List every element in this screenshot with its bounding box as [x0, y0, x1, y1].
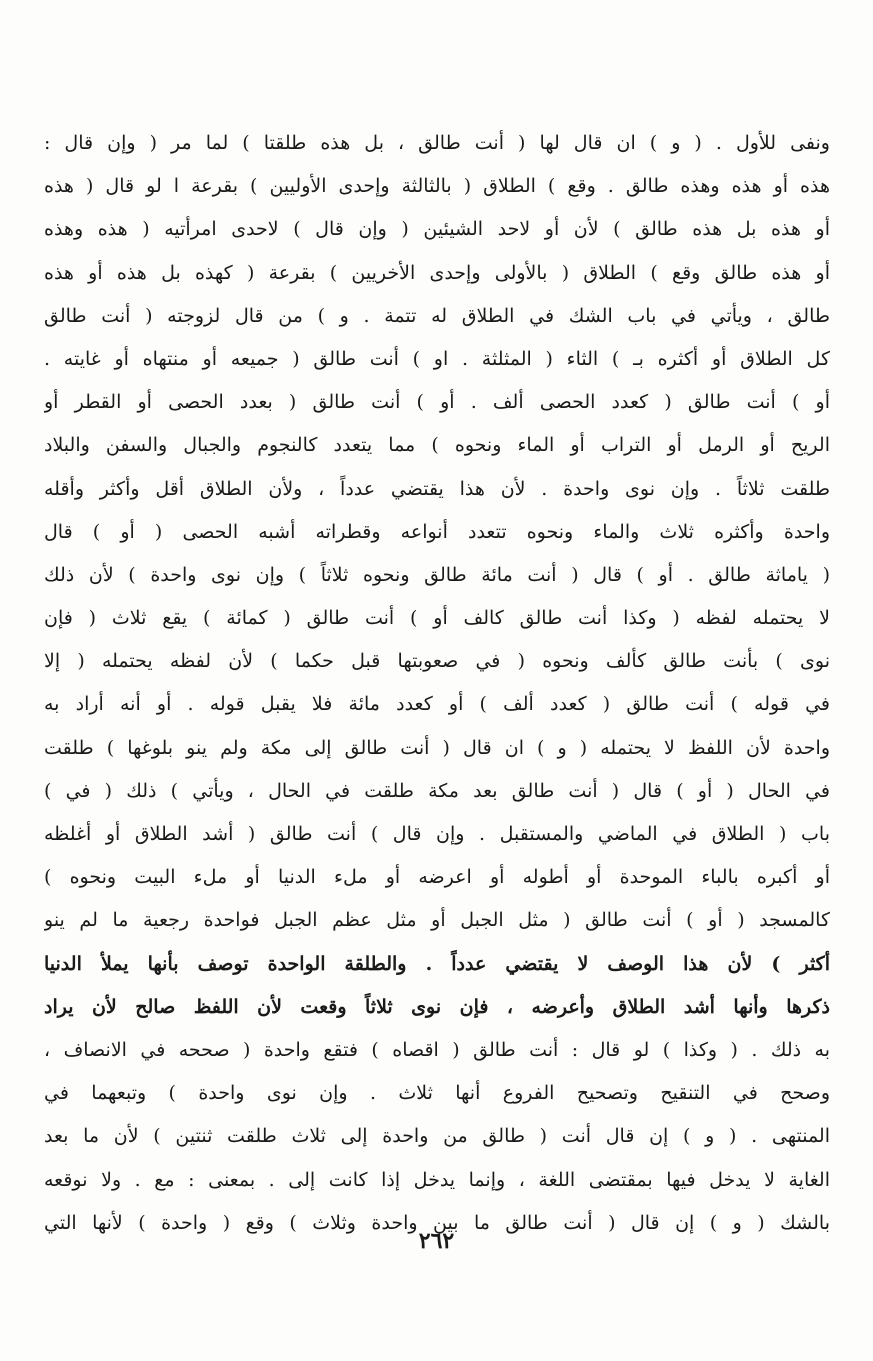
text-line: أو ) أنت طالق ( كعدد الحصى ألف . أو ) أنت طالق ( بعدد الحصى أو القطر أو	[44, 391, 830, 414]
text-line: ( ياماثة طالق . أو ) قال ( أنت مائة طالق ونحوه ثلاثاً ) وإن نوى واحدة ) لأن ذلك	[44, 563, 830, 586]
text-line: باب ( الطلاق في الماضي والمستقبل . وإن قال ) أنت طالق ( أشد الطلاق أو أغلظه	[44, 823, 830, 845]
text-line: وصحح في التنقيح وتصحيح الفروع أنها ثلاث . وإن نوى واحدة ) وتبعهما في	[44, 1082, 830, 1105]
text-line: به ذلك . ( وكذا ) لو قال : أنت طالق ( اقصاه ) فتقع واحدة ( صححه في الانصاف ،	[44, 1038, 830, 1061]
text-line: كل الطلاق أو أكثره بـ ) الثاء ( المثلثة . او ) أنت طالق ( جميعه أو منتهاه أو غايته .	[44, 347, 830, 370]
text-line: المنتهى . ( و ) إن قال أنت ( طالق من واحدة إلى ثلاث طلقت ثنتين ) لأن ما بعد	[44, 1125, 830, 1148]
text-line: واحدة وأكثره ثلاث والماء ونحوه تتعدد أنواعه وقطراته أشبه الحصى ( أو ) قال	[44, 520, 830, 543]
text-line: ذكرها وأنها أشد الطلاق وأعرضه ، فإن نوى ثلاثاً وقعت لأن اللفظ صالح لأن يراد	[44, 995, 830, 1018]
page-number: ٢٦٢	[418, 1228, 455, 1254]
text-line: كالمسجد ( أو ) أنت طالق ( مثل الجبل أو مثل عظم الجبل فواحدة رجعية ما لم ينو	[44, 909, 830, 932]
text-line: واحدة لأن اللفظ لا يحتمله ( و ) ان قال ( أنت طالق إلى مكة ولم ينو بلوغها ) طلقت	[44, 736, 830, 759]
text-line: بالشك ( و ) إن قال ( أنت طالق ما بين واحدة وثلاث ) وقع ( واحدة ) لأنها التي	[44, 1211, 830, 1234]
text-line: هذه أو هذه وهذه طالق . وقع ) الطلاق ( بالثالثة وإحدى الأوليين ) بقرعة ا لو قال ( هذه	[44, 175, 830, 198]
text-line: في الحال ( أو ) قال ( أنت طالق بعد مكة طلقت في الحال ، ويأتي ) ذلك ( في )	[44, 779, 830, 802]
text-line: أكثر ) لأن هذا الوصف لا يقتضي عدداً . والطلقة الواحدة توصف بأنها يملأ الدنيا	[44, 952, 830, 975]
text-line: ونفى للأول . ( و ) ان قال لها ( أنت طالق ، بل هذه طلقتا ) لما مر ( وإن قال :	[44, 132, 830, 154]
text-line: الغاية لا يدخل فيها بمقتضى اللغة ، وإنما يدخل إذا كانت إلى . بمعنى : مع . ولا نوقعه	[44, 1168, 830, 1191]
text-line: طلقت ثلاثاً . وإن نوى واحدة . لأن هذا يقتضي عدداً ، ولأن الطلاق أقل وأكثر وأقله	[44, 477, 830, 500]
text-line: أو هذه بل هذه طالق ) لأن أو لاحد الشيئين ( وإن قال ) لاحدى امرأتيه ( هذه وهذه	[44, 218, 830, 241]
text-line: أو هذه طالق وقع ) الطلاق ( بالأولى وإحدى الأخريين ) بقرعة ( كهذه بل هذه أو هذه	[44, 261, 830, 284]
body-text	[44, 122, 830, 1245]
text-line: طالق ، ويأتي في باب الشك في الطلاق له تتمة . و ) من قال لزوجته ( أنت طالق	[44, 304, 830, 327]
text-line: لا يحتمله لفظه ( وكذا أنت طالق كالف أو ) أنت طالق ( كمائة ) يقع ثلاث ( فإن	[44, 607, 830, 630]
text-line: الريح أو الرمل أو التراب أو الماء ونحوه ) مما يتعدد كالنجوم والجبال والسفن والبلاد	[44, 434, 830, 457]
text-line: نوى ) بأنت طالق كألف ونحوه ( في صعوبتها قبل حكما ) لأن لفظه يحتمله ( إلا	[44, 650, 830, 673]
text-line: في قوله ) أنت طالق ( كعدد ألف ) أو كعدد مائة فلا يقبل قوله . أو أنه أراد به	[44, 693, 830, 716]
text-line: أو أكبره بالباء الموحدة أو أطوله أو اعرضه أو ملء الدنيا أو ملء البيت ونحوه )	[44, 866, 830, 889]
